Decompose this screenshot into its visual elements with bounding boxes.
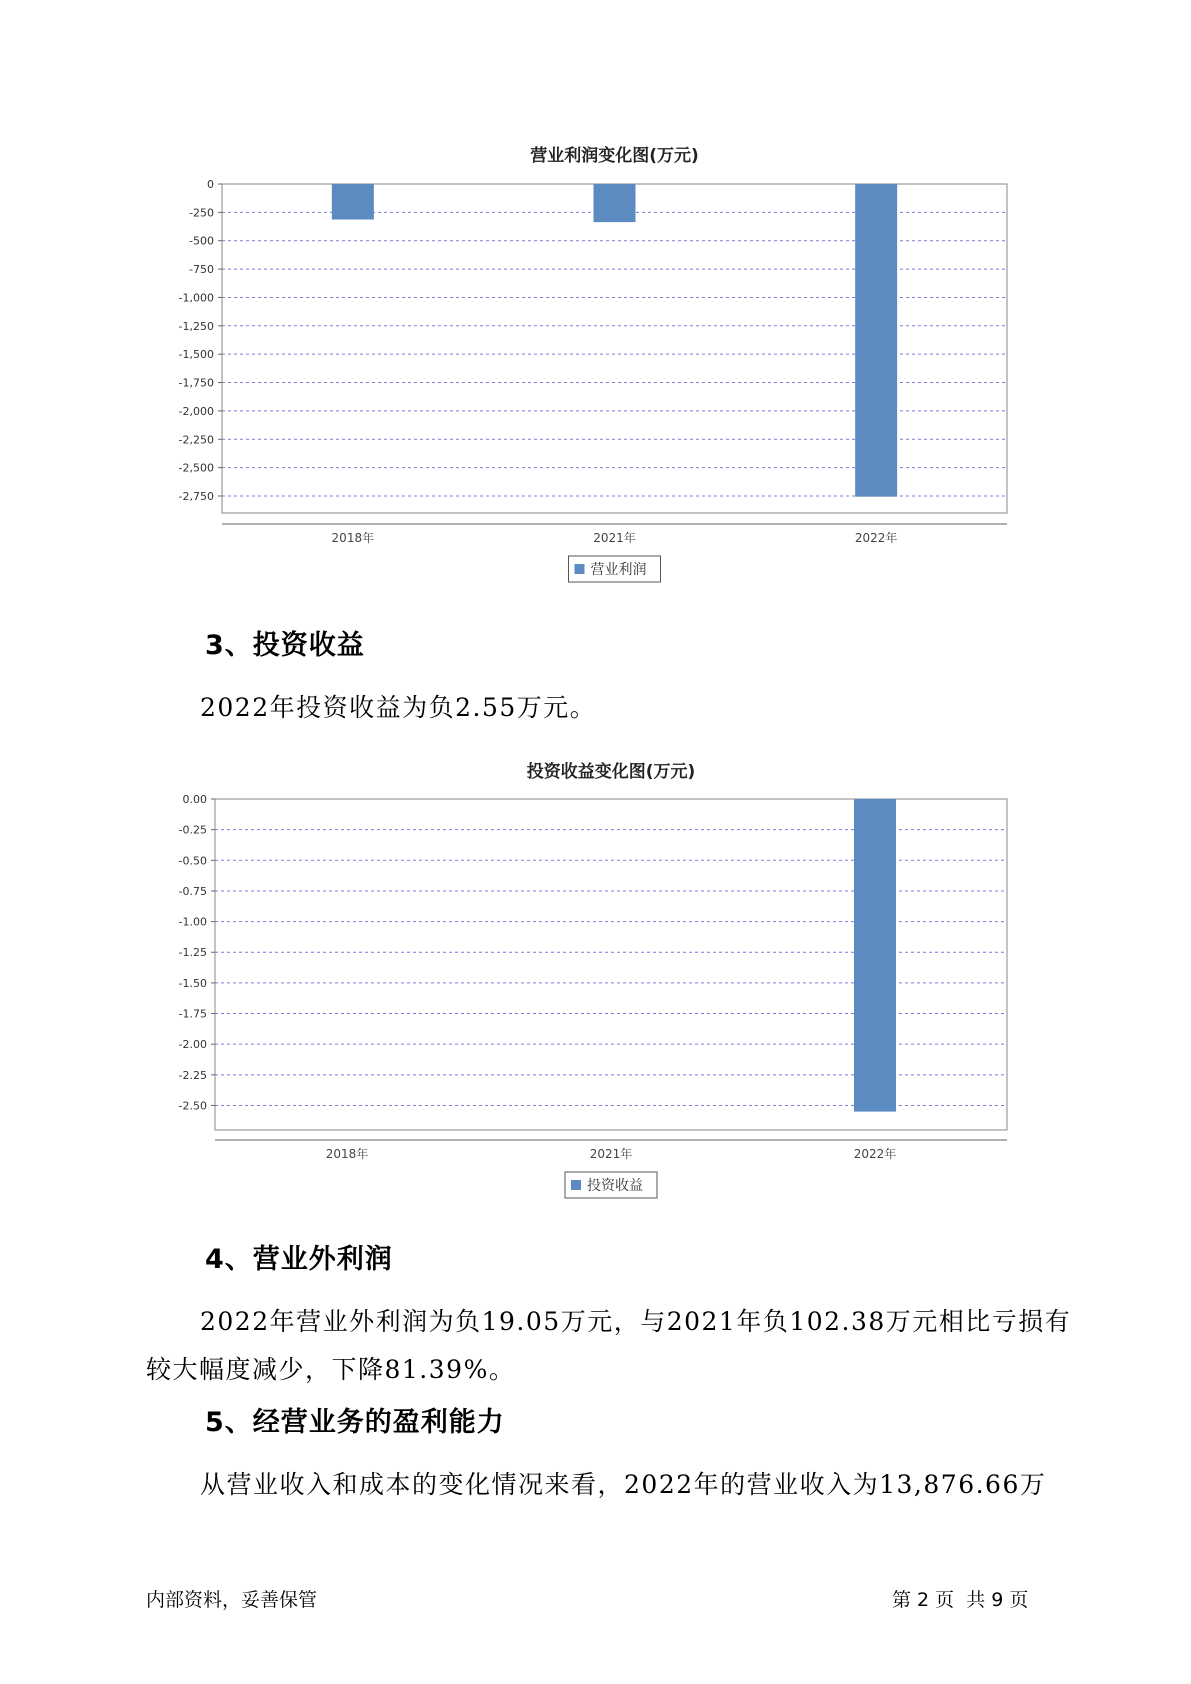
section-3-paragraph: 2022年投资收益为负2.55万元。 xyxy=(200,693,597,722)
legend-label: 营业利润 xyxy=(590,562,647,578)
y-tick-label: -0.50 xyxy=(178,854,207,868)
y-tick-label: -1,000 xyxy=(178,291,214,305)
y-tick-label: -2,000 xyxy=(178,404,214,418)
section-4-title: 4、营业外利润 xyxy=(205,1244,393,1275)
x-tick-label: 2018年 xyxy=(325,1147,369,1161)
y-tick-label: -1.25 xyxy=(178,946,207,960)
y-tick-label: -500 xyxy=(189,234,214,248)
y-tick-label: -1.00 xyxy=(178,915,207,929)
y-tick-label: -1.50 xyxy=(178,976,207,990)
legend-swatch xyxy=(571,1180,581,1190)
section-3-title: 3、投资收益 xyxy=(205,630,365,661)
x-tick-label: 2021年 xyxy=(593,531,636,545)
y-tick-label: -2,500 xyxy=(178,461,214,475)
y-tick-label: -2.00 xyxy=(178,1038,207,1052)
y-tick-label: -0.75 xyxy=(178,884,207,898)
x-tick-label: 2021年 xyxy=(589,1147,633,1161)
y-tick-label: -0.25 xyxy=(178,823,207,837)
x-tick-label: 2022年 xyxy=(853,1147,897,1161)
footer-confidential-note: 内部资料，妥善保管 xyxy=(146,1589,318,1611)
section-4-paragraph-line2: 较大幅度减少，下降81.39%。 xyxy=(146,1355,516,1384)
x-tick-label: 2018年 xyxy=(331,531,375,545)
chart-title: 投资收益变化图(万元) xyxy=(526,762,696,782)
y-tick-label: -1,250 xyxy=(178,319,214,333)
y-tick-label: -1.75 xyxy=(178,1007,207,1021)
y-tick-label: -1,750 xyxy=(178,376,214,390)
chart-title: 营业利润变化图(万元) xyxy=(530,146,699,166)
y-tick-label: -2.25 xyxy=(178,1068,207,1082)
section-5-paragraph: 从营业收入和成本的变化情况来看，2022年的营业收入为13,876.66万 xyxy=(200,1470,1047,1499)
y-tick-label: -2,250 xyxy=(178,433,214,447)
y-tick-label: -750 xyxy=(189,263,214,277)
section-4-paragraph-line1: 2022年营业外利润为负19.05万元，与2021年负102.38万元相比亏损有 xyxy=(200,1307,1072,1336)
y-tick-label: 0 xyxy=(207,178,214,191)
y-tick-label: -250 xyxy=(189,206,214,220)
section-5-title: 5、经营业务的盈利能力 xyxy=(205,1407,505,1438)
bar-2022年 xyxy=(854,799,896,1112)
y-tick-label: 0.00 xyxy=(182,793,207,806)
y-tick-label: -1,500 xyxy=(178,348,214,362)
y-tick-label: -2,750 xyxy=(178,489,214,503)
y-tick-label: -2.50 xyxy=(178,1099,207,1113)
footer-page-number: 第 2 页 共 9 页 xyxy=(892,1589,1029,1611)
x-tick-label: 2022年 xyxy=(854,531,898,545)
legend-label: 投资收益 xyxy=(587,1178,643,1194)
